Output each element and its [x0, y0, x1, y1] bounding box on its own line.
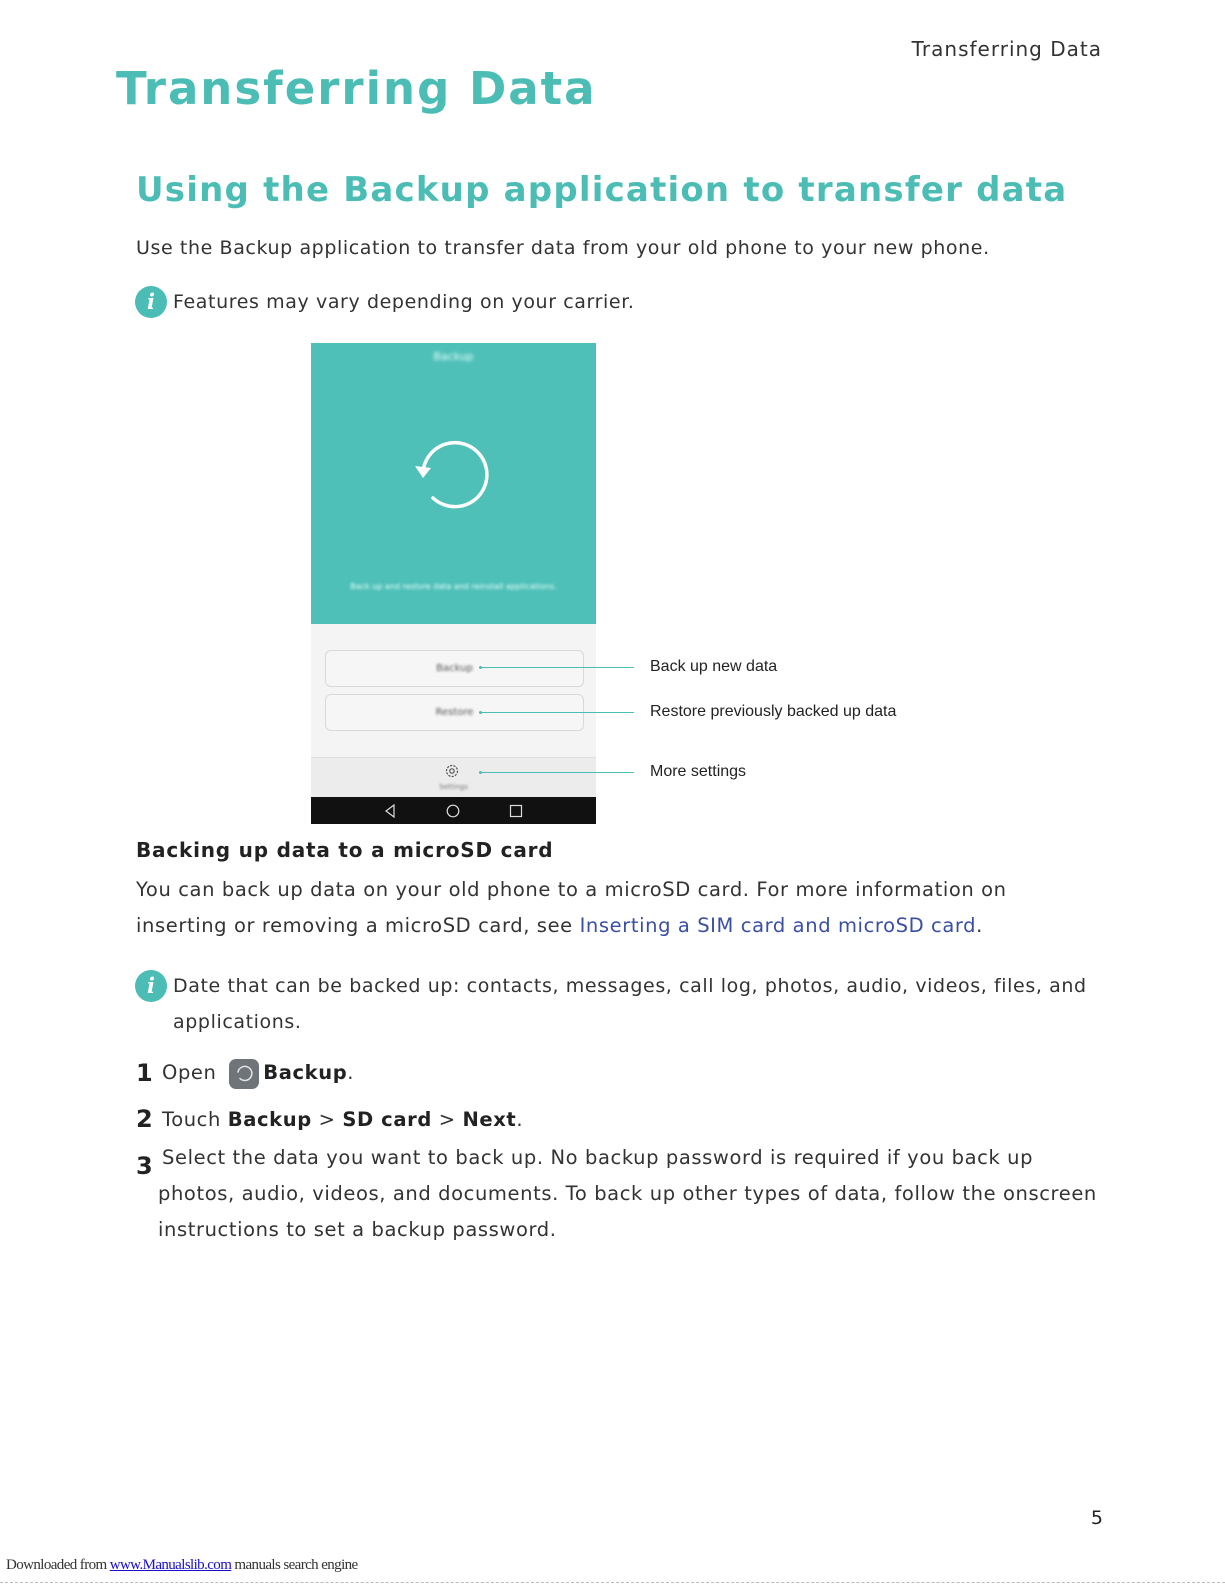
page-title: Transferring Data — [116, 62, 597, 115]
callout-line — [481, 772, 634, 773]
step-number: 2 — [136, 1105, 153, 1133]
phone-restore-label: Restore — [435, 707, 474, 718]
section-title: Using the Backup application to transfer data — [136, 170, 1068, 210]
footer-divider — [0, 1582, 1225, 1583]
callout-line — [481, 712, 634, 713]
microsd-paragraph — [136, 872, 1101, 944]
step-number: 1 — [136, 1059, 153, 1087]
recents-nav-icon[interactable] — [509, 804, 523, 818]
backup-data-note: Date that can be backed up: contacts, messages, call log, photos, audio, videos, files, and applications. — [173, 975, 1087, 1033]
phone-screenshot — [311, 343, 596, 824]
phone-backup-label: Backup — [436, 663, 473, 674]
manualslib-link[interactable]: www.Manualslib.com — [109, 1557, 232, 1573]
phone-header-area — [311, 343, 596, 624]
phone-description: Back up and restore data and reinstall applications. — [350, 582, 557, 591]
info-icon: i — [135, 286, 167, 318]
step-2-sep: > — [318, 1108, 336, 1131]
callout-settings: More settings — [650, 763, 747, 780]
phone-backup-button[interactable] — [325, 650, 584, 687]
carrier-note: Features may vary depending on your carrier. — [173, 291, 635, 313]
step-number: 3 — [136, 1152, 153, 1180]
step-2-prefix: Touch — [162, 1108, 221, 1131]
paragraph-text: You can back up data on your old phone to a microSD card. For more information on inserting or removing a microSD card, see — [136, 878, 1007, 937]
step-2-backup: Backup — [227, 1108, 312, 1131]
home-nav-icon[interactable] — [446, 804, 460, 818]
info-icon: i — [135, 970, 167, 1002]
step-2 — [162, 1102, 523, 1138]
callout-line — [481, 667, 634, 668]
step-2-sep: > — [438, 1108, 456, 1131]
step-1 — [162, 1055, 354, 1091]
step-1-prefix: Open — [162, 1061, 217, 1084]
phone-nav-bar — [311, 797, 596, 824]
phone-settings-bar[interactable] — [311, 757, 596, 802]
phone-app-title: Backup — [433, 350, 474, 363]
intro-paragraph: Use the Backup application to transfer data from your old phone to your new phone. — [136, 237, 990, 259]
step-2-next: Next — [462, 1108, 517, 1131]
footer-suffix: manuals search engine — [234, 1557, 358, 1573]
sync-icon — [411, 436, 495, 520]
phone-settings-label: Settings — [439, 783, 468, 791]
callout-restore: Restore previously backed up data — [650, 703, 897, 720]
gear-icon — [444, 763, 460, 779]
sim-card-link[interactable]: Inserting a SIM card and microSD card — [579, 914, 977, 937]
step-2-suffix: . — [516, 1108, 524, 1131]
step-1-app: Backup — [263, 1061, 348, 1084]
download-footer — [6, 1557, 358, 1574]
callout-backup: Back up new data — [650, 658, 778, 675]
backup-app-sync-icon — [235, 1065, 253, 1083]
back-nav-icon[interactable] — [383, 804, 397, 818]
running-header: Transferring Data — [911, 37, 1102, 61]
step-3: Select the data you want to back up. No backup password is required if you back up photos, audio, videos, and documents. To back up other types of data, follow the onscreen instructions to set a backup password. — [158, 1146, 1097, 1241]
page-number: 5 — [1090, 1507, 1103, 1529]
step-2-sdcard: SD card — [342, 1108, 432, 1131]
step-1-suffix: . — [347, 1061, 355, 1084]
subsection-heading: Backing up data to a microSD card — [136, 838, 554, 862]
footer-prefix: Downloaded from — [6, 1557, 107, 1573]
paragraph-end: . — [976, 914, 983, 937]
backup-app-icon — [229, 1059, 259, 1089]
